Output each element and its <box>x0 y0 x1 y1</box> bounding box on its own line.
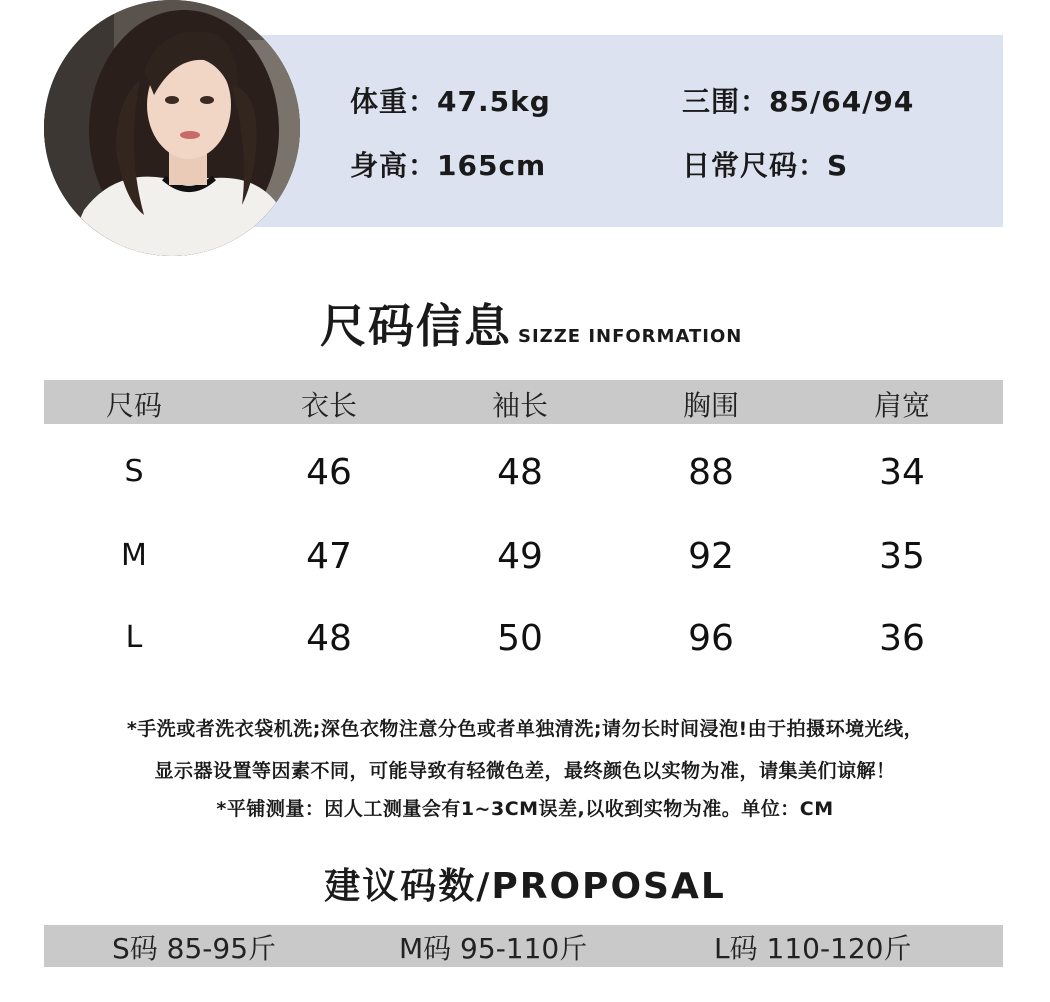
cell-length: 46 <box>306 452 352 493</box>
proposal-size-s: S码 85-95斤 <box>112 932 277 965</box>
header-size: 尺码 <box>105 389 162 422</box>
cell-shoulder: 35 <box>879 536 925 577</box>
cell-size: S <box>124 454 144 489</box>
height-stat <box>350 144 546 184</box>
cell-sleeve: 48 <box>497 452 543 493</box>
height-label: 身高： <box>350 149 438 182</box>
model-photo <box>44 0 300 256</box>
measurements-stat <box>682 80 914 120</box>
cell-size: M <box>121 538 147 573</box>
size-table-header <box>44 380 1003 424</box>
cell-shoulder: 36 <box>879 618 925 659</box>
cell-length: 48 <box>306 618 352 659</box>
table-row <box>44 536 1003 596</box>
header-length: 衣长 <box>300 389 357 422</box>
model-portrait-illustration <box>44 0 300 256</box>
cell-sleeve: 50 <box>497 618 543 659</box>
header-shoulder: 肩宽 <box>873 389 930 422</box>
measurements-value: 85/64/94 <box>769 85 915 118</box>
size-info-title-cn: 尺码信息 <box>320 299 512 353</box>
usual-size-value: S <box>827 149 849 182</box>
color-note: 显示器设置等因素不同，可能导致有轻微色差，最终颜色以实物为准，请集美们谅解！ <box>154 760 896 782</box>
cell-chest: 92 <box>688 536 734 577</box>
proposal-size-m: M码 95-110斤 <box>399 932 588 965</box>
cell-length: 47 <box>306 536 352 577</box>
cell-size: L <box>125 620 143 655</box>
weight-label: 体重： <box>350 85 438 118</box>
cell-chest: 88 <box>688 452 734 493</box>
table-row <box>44 452 1003 512</box>
care-note: *手洗或者洗衣袋机洗;深色衣物注意分色或者单独清洗;请勿长时间浸泡!由于拍摄环境光线， <box>126 718 924 740</box>
size-info-title <box>320 290 742 356</box>
size-info-title-en: SIZZE INFORMATION <box>518 326 743 347</box>
height-value: 165cm <box>437 149 547 182</box>
table-row <box>44 618 1003 678</box>
header-chest: 胸围 <box>682 389 739 422</box>
usual-size-label: 日常尺码： <box>682 149 828 182</box>
proposal-title: 建议码数/PROPOSAL <box>324 866 726 907</box>
cell-sleeve: 49 <box>497 536 543 577</box>
cell-chest: 96 <box>688 618 734 659</box>
measurements-label: 三围： <box>682 85 770 118</box>
header-sleeve: 袖长 <box>491 389 548 422</box>
cell-shoulder: 34 <box>879 452 925 493</box>
usual-size-stat <box>682 144 848 184</box>
proposal-size-l: L码 110-120斤 <box>714 932 912 965</box>
weight-stat <box>350 80 551 120</box>
measurement-note: *平铺测量：因人工测量会有1~3CM误差,以收到实物为准。单位：CM <box>216 798 834 820</box>
weight-value: 47.5kg <box>437 85 551 118</box>
proposal-bar <box>44 925 1003 967</box>
